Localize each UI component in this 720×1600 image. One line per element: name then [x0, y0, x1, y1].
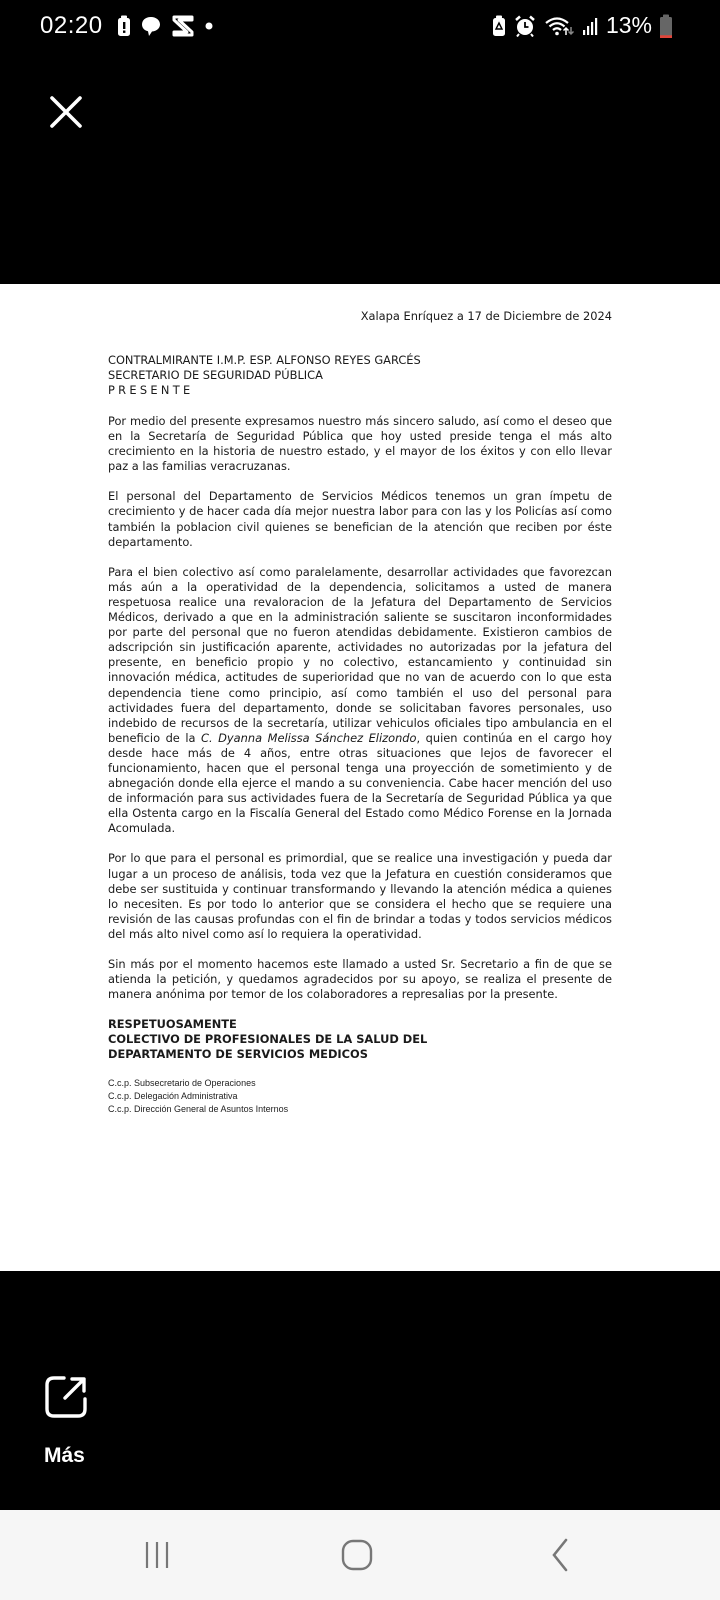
status-time: 02:20: [40, 12, 103, 39]
paragraph-text: , quien continúa en el cargo hoy desde hace más de 4 años, entre otras situaciones que lejos de favorecer el funcionamiento, hacen que el personal tenga una proyección de sometimiento y de abnegación donde ella ejerce el mando a su conveniencia. Cabe hacer mención del uso de información para sus actividades fuera de la Secretaría de Seguridad Pública ya que ella Ostenta cargo en la Fiscalía General del Estado como Médico Forense en la Jornada Acomulada.: [108, 730, 612, 836]
capcut-icon: [171, 15, 195, 37]
signature-line: COLECTIVO DE PROFESIONALES DE LA SALUD DEL: [108, 1032, 428, 1047]
signature-line: DEPARTAMENTO DE SERVICIOS MEDICOS: [108, 1047, 368, 1062]
recipient-block: [108, 353, 421, 398]
paragraph: [108, 565, 612, 837]
close-icon: [46, 92, 86, 132]
more-label[interactable]: Más: [44, 1444, 85, 1467]
more-button[interactable]: [44, 1375, 88, 1419]
recipient-name: CONTRALMIRANTE I.M.P. ESP. ALFONSO REYES GARCÉS: [108, 353, 421, 367]
battery-alert-icon: [117, 15, 131, 37]
alarm-icon: [514, 15, 536, 37]
paragraph: Por medio del presente expresamos nuestro más sincero saludo, así como el deseo que en la Secretaría de Seguridad Pública que hoy usted preside tenga el más alto crecimiento en la historia de nuestro estado, y el mayor de los éxitos y con ello llevar paz a las familias veracruzanas.: [108, 414, 612, 474]
dot-icon: [204, 15, 214, 37]
status-bar: [0, 0, 720, 56]
notification-icons: [117, 15, 214, 37]
recent-apps-button[interactable]: [127, 1532, 187, 1578]
signal-icon: [582, 15, 598, 37]
system-icons: [492, 12, 672, 39]
back-icon: [548, 1538, 572, 1572]
document-page[interactable]: [0, 284, 720, 1271]
signature-block: [108, 1017, 612, 1062]
battery-icon: [660, 14, 672, 38]
paragraph: Por lo que para el personal es primordial, que se realice una investigación y pueda dar lugar a un proceso de análisis, toda vez que la Jefatura en cuestión consideramos que debe ser sustituida y continuar transformando y llevando la atención médica a quienes lo necesiten. Es por todo lo anterior que se considera el hecho que se requiere una revisión de las causas profundas con el fin de brindar a todas y todos servicios médicos del más alto nivel como así lo requiera la operatividad.: [108, 851, 612, 941]
home-button[interactable]: [327, 1532, 387, 1578]
battery-percent: 13%: [605, 12, 652, 38]
battery-saver-icon: [492, 15, 506, 37]
recent-apps-icon: [142, 1540, 172, 1570]
signature-line: RESPETUOSAMENTE: [108, 1017, 237, 1032]
ccp-item: C.c.p. Delegación Administrativa: [108, 1090, 238, 1101]
home-icon: [340, 1538, 374, 1572]
date-line: Xalapa Enríquez a 17 de Diciembre de 2024: [360, 309, 612, 323]
navigation-bar: [0, 1510, 720, 1600]
close-button[interactable]: [46, 92, 86, 132]
recipient-title: SECRETARIO DE SEGURIDAD PÚBLICA: [108, 368, 323, 383]
chat-bubble-icon: [140, 15, 162, 37]
ccp-list: [108, 1077, 612, 1116]
back-button[interactable]: [530, 1532, 590, 1578]
named-person: C. Dyanna Melissa Sánchez Elizondo: [201, 730, 417, 745]
ccp-item: C.c.p. Dirección General de Asuntos Internos: [108, 1103, 289, 1114]
recipient-presente: PRESENTE: [108, 383, 194, 398]
letter-body: [108, 414, 612, 1116]
open-external-icon: [44, 1375, 88, 1419]
paragraph: Sin más por el momento hacemos este llamado a usted Sr. Secretario a fin de que se atienda la petición, y quedamos agradecidos por su apoyo, se realiza el presente de manera anónima por temor de los colaboradores a represalias por la presente.: [108, 957, 612, 1002]
wifi-icon: [544, 15, 574, 37]
paragraph: El personal del Departamento de Servicios Médicos tenemos un gran ímpetu de crecimiento y de hacer cada día mejor nuestra labor para con las y los Policías así como también la poblacion civil quienes se benefician de la atención que reciben por éste departamento.: [108, 489, 612, 549]
ccp-item: C.c.p. Subsecretario de Operaciones: [108, 1077, 256, 1088]
paragraph-text: Para el bien colectivo así como paralelamente, desarrollar actividades que favorezcan más aún a la operatividad de la dependencia, solicitamos a usted de manera respetuosa realice una revaloracion de la Jefatura del Departamento de Servicios Médicos, derivado a que en la administración saliente se suscitaron inconformidades por parte del personal que no fueron atendidas debidamente. Existieron cambios de adscripción sin justificación aparente, actividades no autorizadas por la jefatura del presente, en beneficio propio y no colectivo, estancamiento y continuidad sin innovación médica, actitudes de superioridad que no van de acuerdo con lo que esta dependencia tiene como principio, así como también el uso del personal para actividades fuera del departamento, donde se solicitaban favores personales, uso indebido de recursos de la secretaría, utilizar vehiculos oficiales tipo ambulancia en el beneficio de la: [108, 564, 612, 745]
